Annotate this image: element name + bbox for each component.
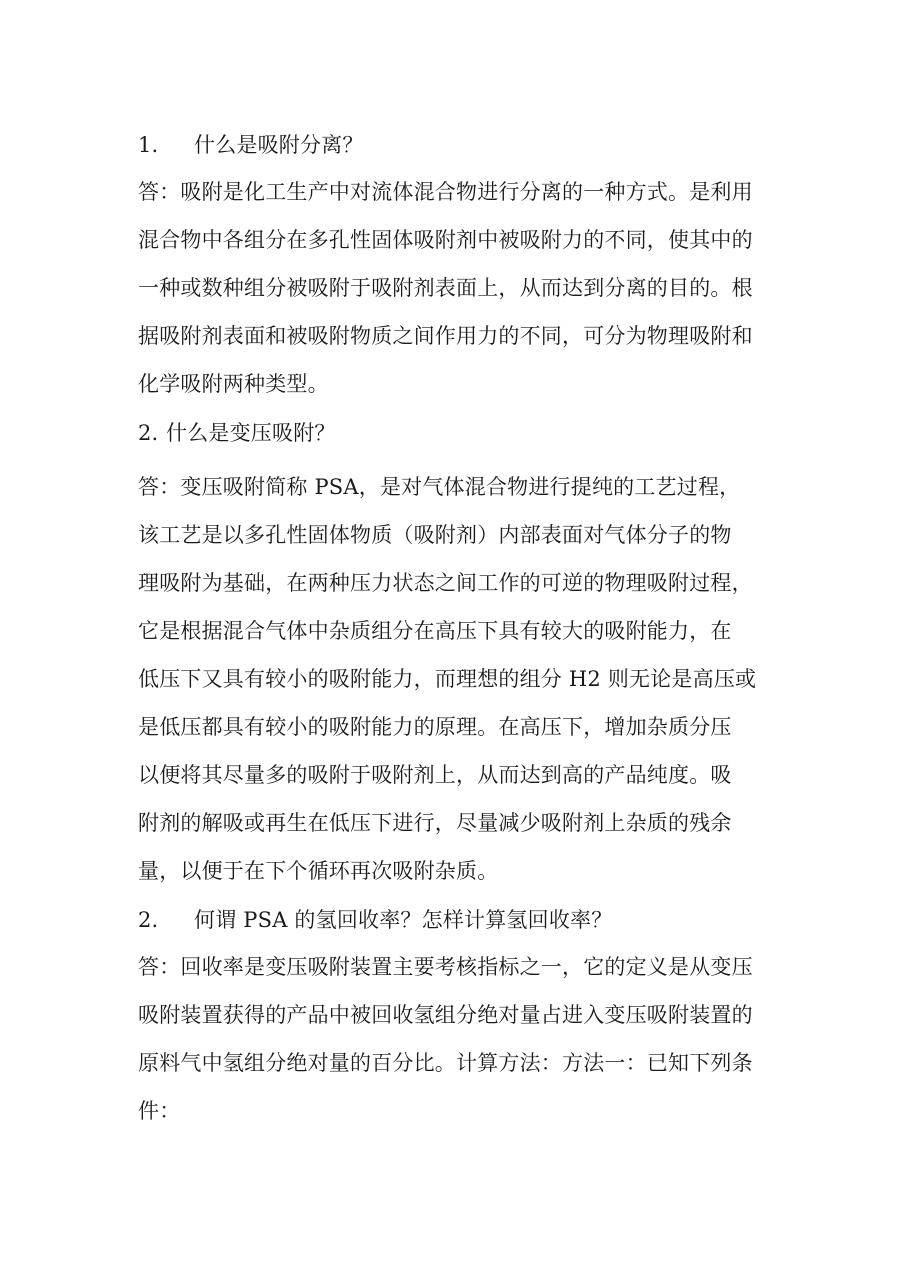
answer-line: 以便将其尽量多的吸附于吸附剂上，从而达到高的产品纯度。吸: [138, 763, 732, 787]
answer-line: 是低压都具有较小的吸附能力的原理。在高压下，增加杂质分压: [138, 715, 732, 739]
answer-line: 答：吸附是化工生产中对流体混合物进行分离的一种方式。是利用: [138, 180, 753, 204]
answer-line: 化学吸附两种类型。: [138, 372, 329, 396]
answer-line: 答：变压吸附简称 PSA，是对气体混合物进行提纯的工艺过程，: [138, 475, 741, 499]
question-number: 1.: [138, 133, 159, 157]
question-1-heading: [138, 131, 778, 159]
question-number: 2.: [138, 908, 159, 932]
question-title: 何谓 PSA 的氢回收率？怎样计算氢回收率？: [194, 908, 613, 932]
answer-line: 附剂的解吸或再生在低压下进行，尽量减少吸附剂上杂质的残余: [138, 811, 732, 835]
answer-line: 低压下又具有较小的吸附能力，而理想的组分 H2 则无论是高压或: [138, 667, 757, 691]
question-number: 2.: [138, 421, 159, 445]
answer-line: 据吸附剂表面和被吸附物质之间作用力的不同，可分为物理吸附和: [138, 324, 753, 348]
answer-line: 它是根据混合气体中杂质组分在高压下具有较大的吸附能力，在: [138, 619, 732, 643]
answer-line: 量，以便于在下个循环再次吸附杂质。: [138, 859, 499, 883]
answer-line: 答：回收率是变压吸附装置主要考核指标之一，它的定义是从变压: [138, 955, 753, 979]
answer-line: 混合物中各组分在多孔性固体吸附剂中被吸附力的不同，使其中的: [138, 228, 753, 252]
question-3-heading: [138, 906, 778, 934]
answer-line: 理吸附为基础，在两种压力状态之间工作的可逆的物理吸附过程，: [138, 571, 753, 595]
question-2-heading: [138, 419, 778, 447]
answer-line: 该工艺是以多孔性固体物质（吸附剂）内部表面对气体分子的物: [138, 523, 732, 547]
answer-line: 原料气中氢组分绝对量的百分比。计算方法：方法一：已知下列条: [138, 1051, 753, 1075]
question-title: 什么是吸附分离？: [194, 133, 364, 157]
answer-line: 吸附装置获得的产品中被回收氢组分绝对量占进入变压吸附装置的: [138, 1003, 753, 1027]
answer-line: 一种或数种组分被吸附于吸附剂表面上，从而达到分离的目的。根: [138, 276, 753, 300]
answer-line: 件：: [138, 1099, 181, 1123]
question-title: 什么是变压吸附？: [166, 421, 336, 445]
